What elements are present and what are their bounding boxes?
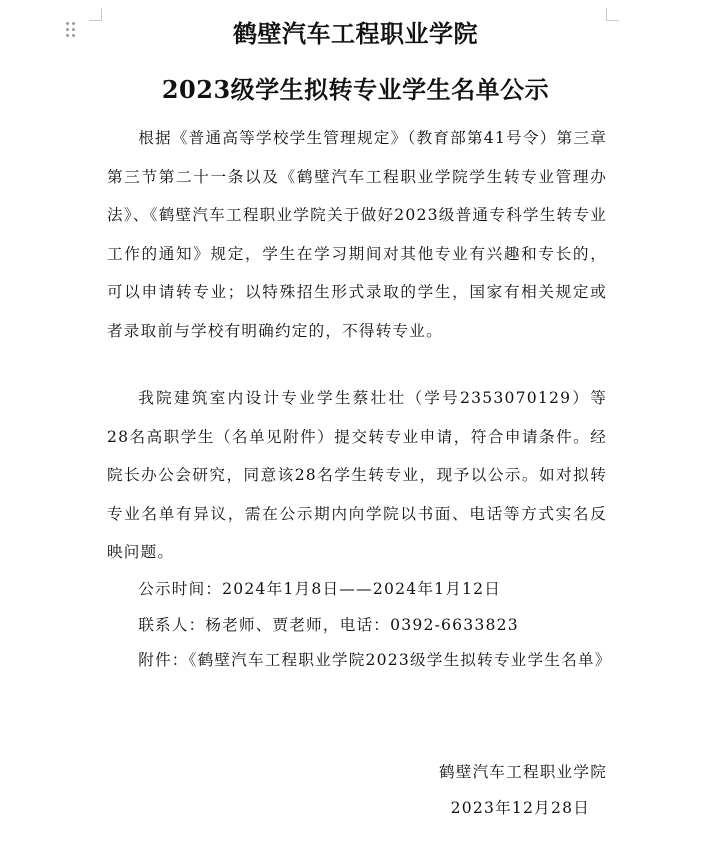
paragraph-regulation-basis: 根据《普通高等学校学生管理规定》（教育部第41号令）第三章第三节第二十一条以及《鹤壁汽车工程职业学院学生转专业管理办法》、《鹤壁汽车工程职业学院关于做好2023级普通专科学生转专业工作的通知》规定，学生在学习期间对其他专业有兴趣和专长的，可以申请转专业；以特殊招生形式录取的学生，国家有相关规定或者录取前与学校有明确约定的，不得转专业。 xyxy=(107,129,607,340)
paragraph-application-details: 我院建筑室内设计专业学生蔡壮壮（学号2353070129）等28名高职学生（名单见附件）提交转专业申请，符合申请条件。经院长办公会研究，同意该28名学生转专业，现予以公示。如对拟转专业名单有异议，需在公示期内向学院以书面、电话等方式实名反映问题。 xyxy=(107,389,607,561)
document-title-institution: 鹤壁汽车工程职业学院 xyxy=(233,19,478,48)
document-title-subject: 2023级学生拟转专业学生名单公示 xyxy=(161,75,550,104)
signature-date: 2023年12月28日 xyxy=(450,799,590,817)
signature-organization: 鹤壁汽车工程职业学院 xyxy=(439,763,607,781)
attachment-reference: 附件：《鹤壁汽车工程职业学院2023级学生拟转专业学生名单》 xyxy=(138,651,612,669)
contact-info: 联系人：杨老师、贾老师，电话：0392-6633823 xyxy=(138,616,519,634)
publicity-time: 公示时间：2024年1月8日——2024年1月12日 xyxy=(138,580,502,598)
